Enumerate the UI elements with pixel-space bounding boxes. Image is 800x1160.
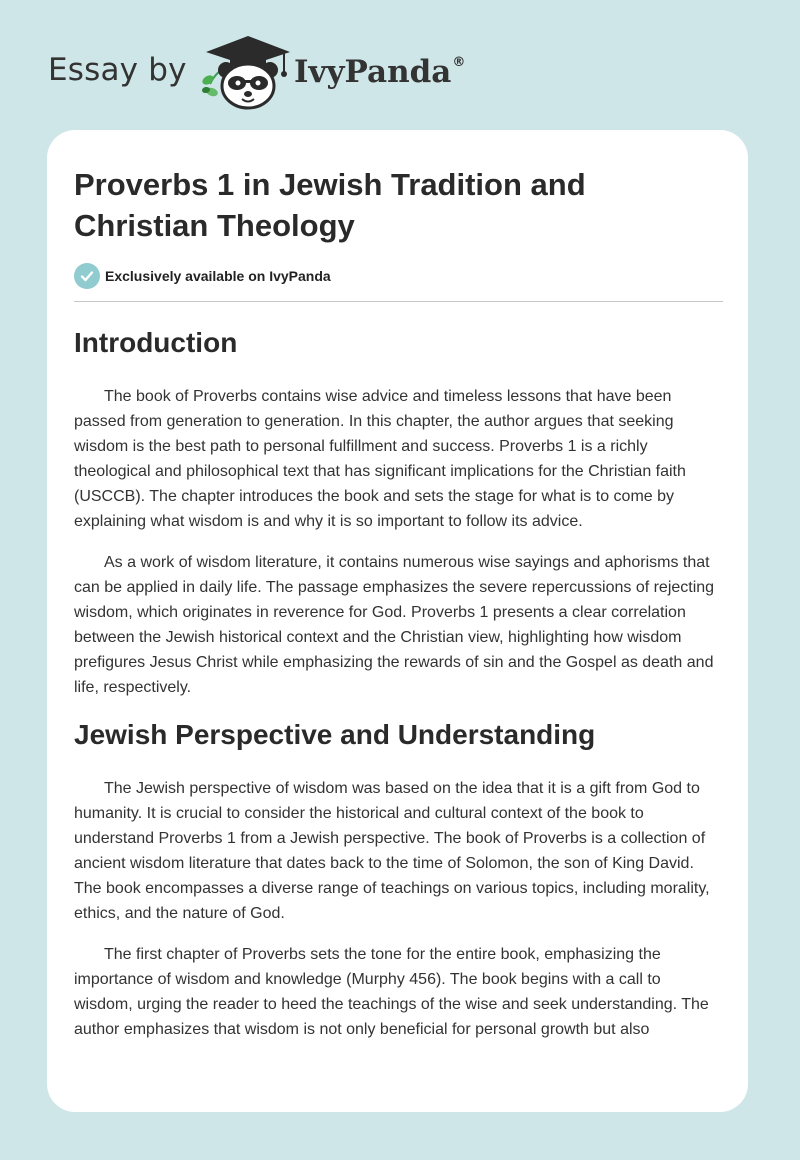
exclusive-badge [74, 263, 723, 289]
brand-prefix: Essay by [48, 52, 187, 88]
exclusive-label: Exclusively available on IvyPanda [105, 268, 331, 284]
divider [74, 301, 723, 302]
section-heading: Introduction [74, 327, 238, 358]
essay-title: Proverbs 1 in Jewish Tradition and Christian Theology [74, 167, 586, 243]
paragraph: As a work of wisdom literature, it contains numerous wise sayings and aphorisms that can be applied in daily life. The passage emphasizes the severe repercussions of rejecting wisdom, which originates in reverence for God. Proverbs 1 presents a clear correlation between the Jewish historical context and the Christian view, highlighting how wisdom prefigures Jesus Christ while emphasizing the rewards of sin and the Gospel as death and life, respectively. [74, 554, 715, 696]
brand-name[interactable]: IvyPanda® [294, 54, 466, 90]
panda-graduate-icon[interactable] [196, 32, 292, 112]
section-heading: Jewish Perspective and Understanding [74, 719, 596, 750]
paragraph: The Jewish perspective of wisdom was based on the idea that it is a gift from God to humanity. It is crucial to consider the historical and cultural context of the book to understand Proverbs 1 from a Jewish perspective. The book of Proverbs is a collection of ancient wisdom literature that dates back to the time of Solomon, the son of King David. The book encompasses a diverse range of teachings on various topics, including morality, ethics, and the nature of God. [74, 780, 710, 922]
site-header [0, 0, 800, 130]
essay-content [74, 130, 723, 1042]
paragraph: The book of Proverbs contains wise advice and timeless lessons that have been passed from generation to generation. In this chapter, the author argues that seeking wisdom is the best path to personal fulfillment and success. Proverbs 1 is a richly theological and philosophical text that has significant implications for the Christian faith (USCCB). The chapter introduces the book and sets the stage for what is to come by explaining what wisdom is and why it is so important to follow its advice. [74, 388, 686, 530]
essay-card [47, 130, 748, 1112]
check-icon [74, 263, 100, 289]
paragraph: The first chapter of Proverbs sets the tone for the entire book, emphasizing the importance of wisdom and knowledge (Murphy 456). The book begins with a call to wisdom, urging the reader to heed the teachings of the wise and seek understanding. The author emphasizes that wisdom is not only beneficial for personal growth but also [74, 946, 709, 1038]
registered-mark: ® [452, 55, 466, 70]
